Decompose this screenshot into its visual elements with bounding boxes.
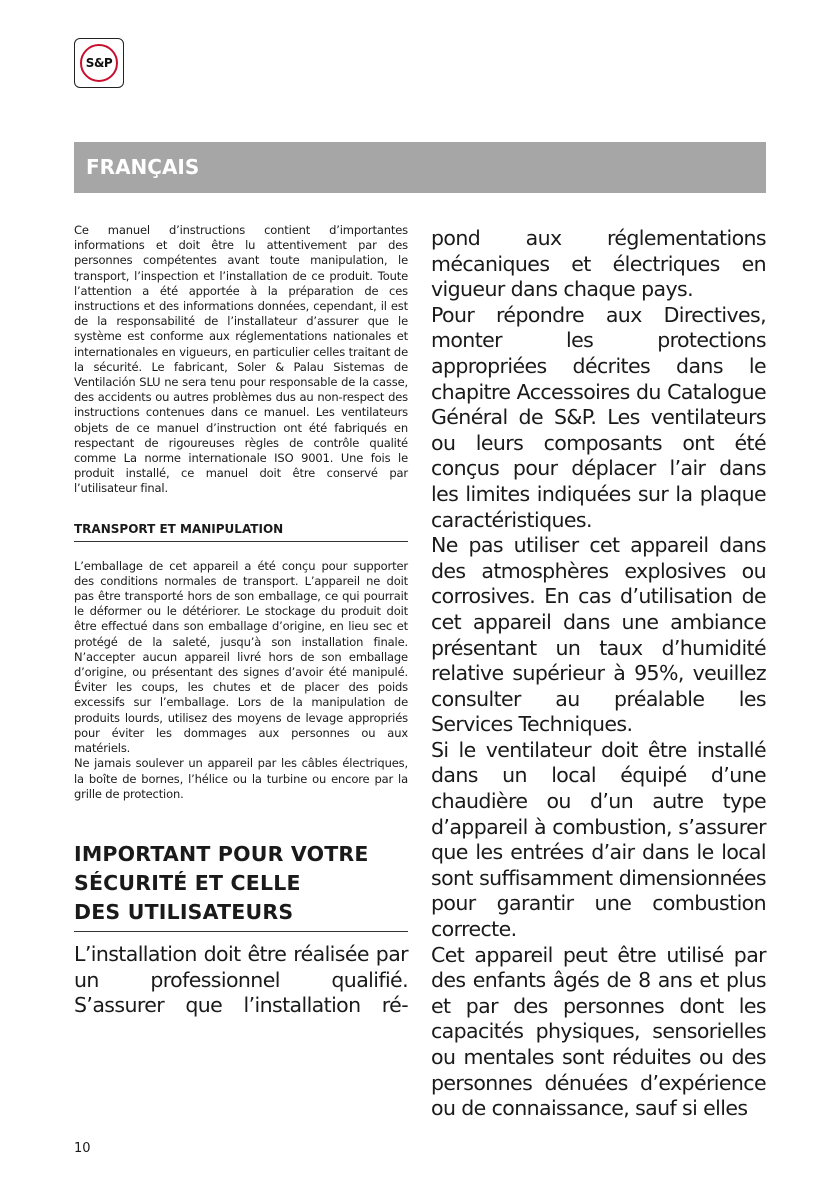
transport-paragraph: L’emballage de cet appareil a été conçu pour supporter des conditions normales de transport. L’appareil ne doit pas être transporté hors de son emballage, ce qui pourrait le déformer ou le détériorer. Le stockage du produit doit être effectué dans son emballage d’origine, en lieu sec et protégé de la saleté, jusqu’à son installation finale. N’accepter aucun appareil livré hors de son emballage d’origine, ou présentant des signes d’avoir été manipulé. Éviter les coups, les chutes et de placer des poids excessifs sur l’emballage. Lors de la manipulation de produits lourds, utilisez des moyens de levage appropriés pour éviter les dommages aux personnes ou aux matériels. (74, 558, 408, 756)
important-heading-line: IMPORTANT POUR VOTRE (74, 841, 369, 866)
brand-logo (74, 38, 124, 88)
page-number: 10 (74, 1141, 91, 1156)
language-banner (74, 142, 766, 193)
important-paragraph: L’installation doit être réalisée par un professionnel qualifié. S’assurer que l’installation ré- (74, 941, 408, 1018)
body-paragraph: Pour répondre aux Directives, monter les protections appropriées décrites dans le chapitre Accessoires du Catalogue Général de S&P. Les ventilateurs ou leurs composants ont été conçus pour déplacer l’air dans les limites indiquées sur la plaque caractéristiques. (431, 302, 766, 532)
body-paragraph: pond aux réglementations mécaniques et électriques en vigueur dans chaque pays. (431, 226, 766, 302)
logo-text: S&P (85, 56, 113, 70)
important-heading-line: SÉCURITÉ ET CELLE (74, 870, 301, 895)
transport-paragraph-2: Ne jamais soulever un appareil par les câbles électriques, la boîte de bornes, l’hélice ou la turbine ou encore par la grille de protection. (74, 756, 408, 801)
right-column (431, 226, 766, 1122)
body-paragraph: Ne pas utiliser cet appareil dans des atmosphères explosives ou corrosives. En cas d’utilisation de cet appareil dans une ambiance présentant un taux d’humidité relative supérieur à 95%, veuillez consulter au préalable les Services Techniques. (431, 533, 766, 737)
body-paragraph: Si le ventilateur doit être installé dans un local équipé d’une chaudière ou d’un autre type d’appareil à combustion, s’assurer que les entrées d’air dans le local sont suffisamment dimensionnées pour garantir une combustion correcte. (431, 737, 766, 942)
important-heading (74, 840, 408, 932)
language-title: FRANÇAIS (86, 155, 200, 179)
logo-ring (80, 44, 118, 82)
body-paragraph: Cet appareil peut être utilisé par des enfants âgés de 8 ans et plus et par des personnes dont les capacités physiques, sensorielles ou mentales sont réduites ou des personnes dénuées d’expérience ou de connaissance, sauf si elles (431, 942, 766, 1121)
intro-paragraph: Ce manuel d’instructions contient d’importantes informations et doit être lu attentivement par des personnes compétentes avant toute manipulation, le transport, l’inspection et l’installation de ce produit. Toute l’attention a été apportée à la préparation de ces instructions et des informations données, cependant, il est de la responsabilité de l’installateur d’assurer que le système est conforme aux réglementations nationales et internationales en vigueurs, en particulier celles traitant de la sécurité. Le fabricant, Soler & Palau Sistemas de Ventilación SLU ne sera tenu pour responsable de la casse, des accidents ou autres problèmes dus au non-respect des instructions contenues dans ce manuel. Les ventilateurs objets de ce manuel d’instruction ont été fabriqués en respectant de rigoureuses règles de contrôle qualité comme La norme internationale ISO 9001. Une fois le produit installé, ce manuel doit être conservé par l’utilisateur final. (74, 223, 408, 496)
important-heading-line: DES UTILISATEURS (74, 899, 294, 924)
left-column (74, 223, 408, 1019)
transport-heading: TRANSPORT ET MANIPULATION (74, 521, 408, 542)
